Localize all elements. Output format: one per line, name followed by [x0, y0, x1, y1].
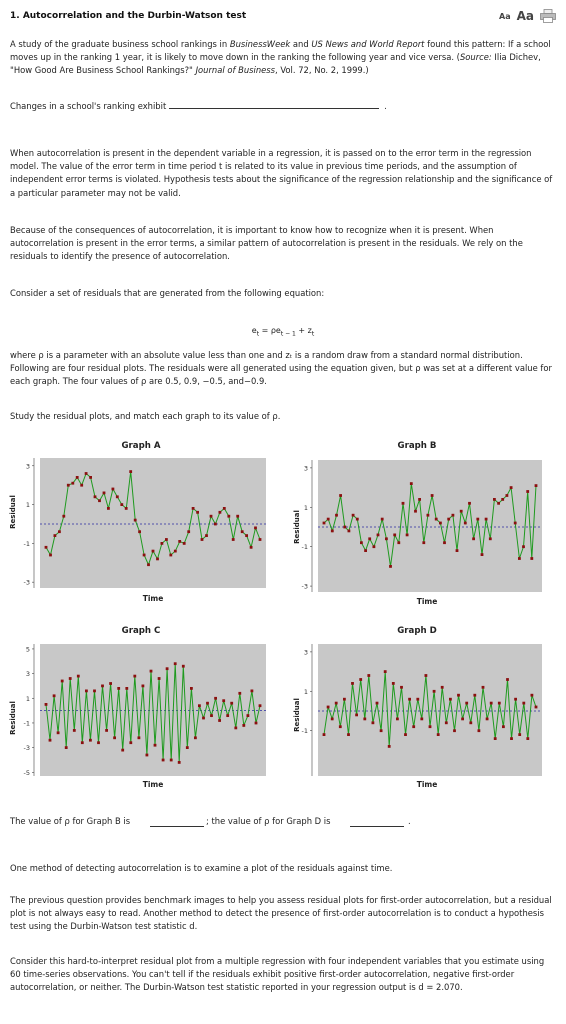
residual-point [331, 718, 334, 721]
residual-point [364, 549, 367, 552]
residual-point [138, 530, 141, 533]
residual-point [241, 530, 244, 533]
residual-point [506, 678, 509, 681]
toolbar [499, 9, 556, 23]
residual-point [352, 514, 355, 517]
residual-point [335, 702, 338, 705]
residual-point [105, 729, 108, 732]
paragraph-study: Study the residual plots, and match each graph to its value of ρ. [10, 411, 281, 421]
residual-point [464, 522, 467, 525]
residual-point [408, 698, 411, 701]
residual-point [116, 495, 119, 498]
graph-c-plot [23, 644, 266, 777]
residual-point [351, 682, 354, 685]
paragraph-durbin-watson: Consider this hard-to-interpret residual plot from a multiple regression with four independent variables that you estimate using 60 time-series observations. You can't tell if the residuals exhibit positive first-order autocorrelation, negative first-order autocorrelation, or neither. The Durbin-Watson test statistic reported in your regression output is d = 2.070. [10, 956, 545, 993]
residual-point [206, 702, 209, 705]
residual-point [232, 538, 235, 541]
residual-point [486, 718, 489, 721]
residual-point [247, 714, 250, 717]
residual-point [214, 523, 217, 526]
paragraph-consider: Consider a set of residuals that are generated from the following equation: [10, 288, 325, 298]
plot-area [40, 458, 266, 588]
residual-point [49, 739, 52, 742]
residual-point [418, 498, 421, 501]
residual-point [514, 698, 517, 701]
graph-b-title: Graph B [397, 441, 437, 451]
y-tick-label: -1 [23, 719, 30, 728]
residual-point [514, 522, 517, 525]
y-tick-label: -1 [301, 543, 308, 552]
residual-point [453, 729, 456, 732]
residual-point [372, 721, 375, 724]
residual-point [89, 739, 92, 742]
residual-point [210, 515, 213, 518]
residual-point [416, 698, 419, 701]
residual-point [348, 530, 351, 533]
residual-point [186, 746, 189, 749]
residual-point [380, 729, 383, 732]
residual-point [377, 534, 380, 537]
residual-point [400, 686, 403, 689]
residual-point [194, 736, 197, 739]
residual-point [165, 538, 168, 541]
residual-point [182, 665, 185, 668]
residual-point [156, 558, 159, 561]
residual-point [77, 675, 80, 678]
y-tick-label: 1 [303, 503, 308, 512]
graph-b-ylabel: Residual [293, 510, 301, 544]
residual-point [73, 729, 76, 732]
graph-a-ylabel: Residual [9, 495, 17, 529]
residual-point [526, 737, 529, 740]
y-tick-label: -3 [301, 582, 308, 591]
residual-point [339, 494, 342, 497]
residual-point [134, 519, 137, 522]
residual-point [535, 484, 538, 487]
residual-point [506, 494, 509, 497]
residual-point [192, 507, 195, 510]
residual-point [343, 526, 346, 529]
residual-point [57, 731, 60, 734]
plot-area [318, 644, 542, 776]
residual-point [121, 749, 124, 752]
y-tick-label: 3 [303, 464, 308, 473]
residual-point [166, 667, 169, 670]
residual-point [481, 553, 484, 556]
residual-point [69, 677, 72, 680]
residual-point [443, 541, 446, 544]
residual-point [161, 542, 164, 545]
residual-point [402, 502, 405, 505]
residual-point [120, 503, 123, 506]
residual-point [222, 699, 225, 702]
residual-point [335, 514, 338, 517]
residual-point [439, 522, 442, 525]
graph-b-xlabel: Time [416, 597, 438, 606]
intro-paragraph: A study of the graduate business school rankings in BusinessWeek and US News and World Report found this pattern: If a school moves up in the ranking 1 year, it is likely to move down in the ranking the following year and vice versa. (Source: Ilia Dichev, "How Good Are Business School Rankings?" Journal of Business, Vol. 72, No. 2, 1999.) [10, 39, 551, 76]
residual-point [469, 721, 472, 724]
residual-point [449, 698, 452, 701]
residual-point [360, 541, 363, 544]
residual-point [431, 494, 434, 497]
question-title: 1. Autocorrelation and the Durbin-Watson test [10, 11, 247, 21]
graph-c-title: Graph C [121, 626, 161, 636]
residual-point [85, 690, 88, 693]
graph-c-xlabel: Time [142, 780, 164, 789]
residual-point [147, 563, 150, 566]
residual-point [178, 540, 181, 543]
residual-point [502, 725, 505, 728]
residual-point [510, 486, 513, 489]
residual-point [397, 541, 400, 544]
residual-point [259, 704, 262, 707]
residual-point [490, 702, 493, 705]
residual-point [205, 534, 208, 537]
residual-point [201, 538, 204, 541]
graph-d-plot [301, 644, 542, 776]
residual-point [452, 514, 455, 517]
residual-point [54, 534, 57, 537]
residual-point [112, 488, 115, 491]
residual-point [98, 499, 101, 502]
residual-point [198, 704, 201, 707]
residual-point [501, 498, 504, 501]
residual-point [473, 694, 476, 697]
residual-point [146, 754, 149, 757]
graph-c-ylabel: Residual [9, 701, 17, 735]
residual-point [482, 686, 485, 689]
residual-point [254, 527, 257, 530]
residual-point [355, 714, 358, 717]
y-tick-label: -1 [23, 539, 30, 548]
residual-point [518, 733, 521, 736]
residual-point [101, 685, 104, 688]
residual-point [384, 670, 387, 673]
y-tick-label: 3 [25, 670, 30, 679]
paragraph-method: One method of detecting autocorrelation is to examine a plot of the residuals against time. [10, 863, 393, 873]
print-icon[interactable] [540, 9, 556, 23]
residual-point [510, 737, 513, 740]
residual-equation: $e_t = \rho e_{t - 1} + z_t$ [251, 326, 315, 338]
residual-point [461, 718, 464, 721]
residual-point [531, 694, 534, 697]
residual-point [169, 554, 172, 557]
residual-point [518, 557, 521, 560]
residual-point [456, 549, 459, 552]
residual-point [433, 690, 436, 693]
residual-point [420, 718, 423, 721]
y-tick-label: 3 [303, 648, 308, 657]
residual-point [381, 518, 384, 521]
residual-point [117, 687, 120, 690]
residual-point [494, 737, 497, 740]
increase-font-button[interactable]: Aa [516, 9, 534, 23]
residual-point [109, 682, 112, 685]
graph-d-ylabel: Residual [293, 698, 301, 732]
residual-point [138, 736, 141, 739]
y-tick-label: 1 [25, 694, 30, 703]
residual-point [410, 482, 413, 485]
residual-point [373, 545, 376, 548]
residual-point [535, 706, 538, 709]
residual-point [129, 470, 132, 473]
residual-point [103, 492, 106, 495]
residual-point [178, 761, 181, 764]
residual-point [81, 741, 84, 744]
residual-point [97, 741, 100, 744]
residual-point [478, 729, 481, 732]
residual-point [143, 554, 146, 557]
y-tick-label: -3 [23, 578, 30, 587]
residual-point [236, 515, 239, 518]
residual-point [435, 518, 438, 521]
residual-point [80, 484, 83, 487]
residual-point [343, 698, 346, 701]
residual-point [133, 675, 136, 678]
residual-point [58, 530, 61, 533]
residual-point [227, 515, 230, 518]
residual-point [385, 537, 388, 540]
residual-point [327, 518, 330, 521]
graph-a-title: Graph A [121, 441, 161, 451]
decrease-font-button[interactable]: Aa [499, 11, 511, 21]
residual-point [210, 714, 213, 717]
residual-point [76, 476, 79, 479]
residual-point [238, 692, 241, 695]
residual-point [65, 746, 68, 749]
y-tick-label: -1 [301, 727, 308, 736]
rho-d-label: ; the value of ρ for Graph D is [206, 816, 331, 826]
residual-point [425, 674, 428, 677]
residual-point [230, 702, 233, 705]
residual-point [522, 545, 525, 548]
residual-point [367, 674, 370, 677]
residual-point [356, 518, 359, 521]
residual-point [323, 733, 326, 736]
y-tick-label: 1 [303, 687, 308, 696]
residual-point [71, 482, 74, 485]
residual-point [150, 670, 153, 673]
residual-point [530, 557, 533, 560]
residual-point [152, 550, 155, 553]
residual-point [376, 702, 379, 705]
residual-point [460, 510, 463, 513]
residual-point [49, 554, 52, 557]
residual-point [422, 541, 425, 544]
residual-point [45, 703, 48, 706]
residual-point [154, 744, 157, 747]
residual-point [472, 537, 475, 540]
y-tick-label: -3 [23, 744, 30, 753]
rho-graph-b-blank[interactable] [150, 818, 204, 827]
residual-point [45, 546, 48, 549]
residual-point [259, 538, 262, 541]
residual-point [396, 718, 399, 721]
residual-point [158, 677, 161, 680]
residual-point [437, 733, 440, 736]
residual-point [255, 722, 258, 725]
residual-point [404, 733, 407, 736]
residual-point [219, 511, 222, 514]
residual-point [427, 514, 430, 517]
residual-point [447, 518, 450, 521]
residual-point [393, 534, 396, 537]
plot-area [318, 460, 542, 592]
residual-point [174, 662, 177, 665]
residual-point [457, 694, 460, 697]
graph-a-plot [23, 458, 266, 588]
residual-point [251, 690, 254, 693]
residual-point [183, 542, 186, 545]
residual-point [359, 678, 362, 681]
residual-point [125, 507, 128, 510]
residual-point [414, 510, 417, 513]
rho-graph-d-blank[interactable] [350, 818, 404, 827]
graph-b-plot [301, 460, 542, 592]
residual-point [129, 741, 132, 744]
residual-point [234, 727, 237, 730]
residual-point [187, 530, 190, 533]
residual-point [441, 686, 444, 689]
residual-point [170, 759, 173, 762]
graph-d-title: Graph D [397, 626, 437, 636]
residual-point [388, 745, 391, 748]
graph-a-xlabel: Time [142, 594, 164, 603]
residual-point [339, 725, 342, 728]
residual-point [174, 550, 177, 553]
paragraph-consequences: Because of the consequences of autocorrelation, it is important to know how to recognize when it is present. When autocorrelation is present in the error terms, a similar pattern of autocorrelation is present in the residuals. We rely on the residuals to identify the presence of autocorrelation. [10, 225, 523, 262]
residual-point [363, 718, 366, 721]
residual-point [62, 515, 65, 518]
residual-point [214, 697, 217, 700]
residual-point [468, 502, 471, 505]
residual-point [331, 530, 334, 533]
residual-point [94, 495, 97, 498]
paragraph-where: where ρ is a parameter with an absolute value less than one and zₜ is a random draw from a standard normal distribution. Following are four residual plots. The residuals were all generated using the equation given, but ρ was set at a different value for each graph. The four values of ρ are 0.5, 0.9, −0.5, and−0.9. [10, 350, 552, 387]
residual-point [245, 534, 248, 537]
residual-point [429, 725, 432, 728]
residual-point [142, 685, 145, 688]
residual-point [445, 721, 448, 724]
residual-point [327, 706, 330, 709]
residual-point [250, 546, 253, 549]
residual-point [113, 736, 116, 739]
residual-point [89, 476, 92, 479]
residual-point [347, 733, 350, 736]
y-tick-label: -5 [23, 768, 30, 777]
residual-point [226, 714, 229, 717]
residual-point [196, 511, 199, 514]
residual-point [522, 702, 525, 705]
residual-point [218, 719, 221, 722]
residual-point [190, 687, 193, 690]
residual-point [465, 702, 468, 705]
y-tick-label: 1 [25, 501, 30, 510]
residual-point [107, 507, 110, 510]
residual-point [392, 682, 395, 685]
residual-point [498, 702, 501, 705]
residual-point [476, 518, 479, 521]
paragraph-autocorrelation: When autocorrelation is present in the dependent variable in a regression, it is passed on to the error term in the regression model. The value of the error term in time period t is related to its value in previous time periods, and the assumption of independent error terms is violated. Hypothesis tests about the significance of the regression relationship and the significance of a particular parameter may not be valid. [10, 148, 553, 198]
graph-d-xlabel: Time [416, 780, 438, 789]
residual-point [497, 502, 500, 505]
residual-point [93, 690, 96, 693]
ranking-answer-blank[interactable] [169, 100, 379, 109]
y-tick-label: 5 [25, 645, 30, 654]
residual-point [406, 534, 409, 537]
residual-point [389, 565, 392, 568]
residual-point [67, 484, 70, 487]
residual-point [242, 724, 245, 727]
residual-point [368, 537, 371, 540]
residual-point [526, 490, 529, 493]
residual-point [485, 518, 488, 521]
question-ranking: Changes in a school's ranking exhibit . [10, 101, 387, 111]
residual-point [162, 759, 165, 762]
residual-point [53, 694, 56, 697]
header [10, 8, 556, 26]
y-tick-label: 3 [25, 462, 30, 471]
rho-b-label: The value of ρ for Graph B is [10, 816, 131, 826]
residual-point [323, 522, 326, 525]
paragraph-previous: The previous question provides benchmark images to help you assess residual plots for first-order autocorrelation, but a residual plot is not always easy to read. Another method to detect the presence of first-order autocorrelation is to conduct a hypothesis test using the Durbin-Watson test statistic d. [10, 895, 552, 932]
residual-point [202, 717, 205, 720]
residual-point [61, 680, 64, 683]
residual-point [489, 537, 492, 540]
residual-point [125, 687, 128, 690]
residual-point [493, 498, 496, 501]
residual-point [85, 472, 88, 475]
residual-point [223, 507, 226, 510]
residual-point [412, 725, 415, 728]
